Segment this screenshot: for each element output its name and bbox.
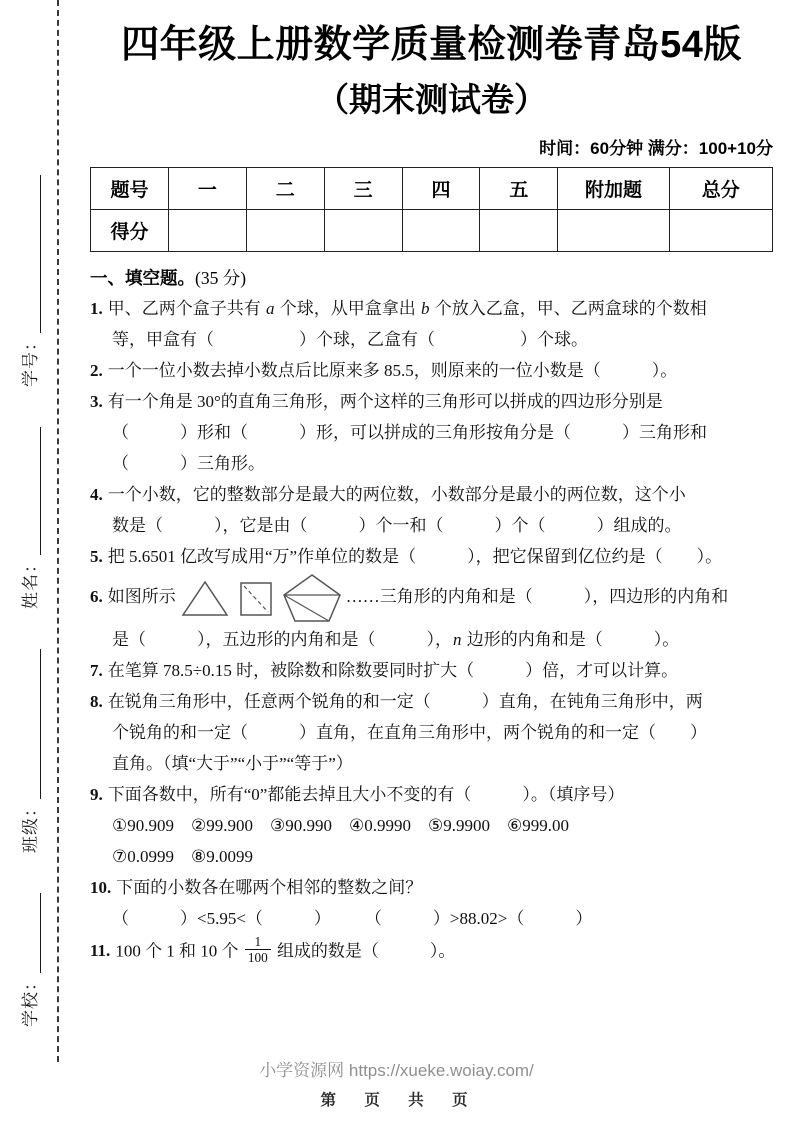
binding-dashed-line xyxy=(57,0,59,1062)
question-text: 把 5.6501 亿改写成用“万”作单位的数是（ ），把它保留到亿位约是（ ）。 xyxy=(107,546,723,566)
question-number: 7. xyxy=(90,660,103,680)
question-line xyxy=(90,355,773,386)
score-table xyxy=(90,167,773,252)
question-number: 3. xyxy=(90,391,103,411)
question-text: （ ）三角形。 xyxy=(112,453,265,473)
question-9 xyxy=(90,779,773,872)
student-info-fields xyxy=(6,0,50,1122)
name-field xyxy=(16,427,41,609)
time-score-meta: 时间：60分钟 满分：100+10分 xyxy=(539,138,773,158)
main-content xyxy=(90,24,773,966)
question-line xyxy=(90,686,773,717)
question-8 xyxy=(90,686,773,779)
question-text: 边形的内角和是（ ）。 xyxy=(462,629,680,649)
question-line xyxy=(112,903,773,934)
question-text: （ ）形和（ ）形，可以拼成的三角形按角分是（ ）三角形和 xyxy=(112,422,707,442)
question-number: 1. xyxy=(90,298,103,318)
paper-subtitle: （期末测试卷） xyxy=(316,80,547,118)
question-number: 8. xyxy=(90,691,103,711)
question-3 xyxy=(90,386,773,479)
section-heading xyxy=(90,265,773,290)
question-text: 组成的数是（ ）。 xyxy=(272,941,456,961)
header-section-3: 三 xyxy=(324,167,402,209)
question-11 xyxy=(90,934,773,966)
question-text: 有一个角是 30°的直角三角形，两个这样的三角形可以拼成的四边形分别是 xyxy=(107,391,663,411)
question-line xyxy=(112,417,773,448)
header-question-number: 题号 xyxy=(91,167,169,209)
fraction-denominator: 100 xyxy=(247,950,268,966)
school-label: 学校： xyxy=(20,973,40,1027)
name-label: 姓名： xyxy=(20,555,40,609)
question-number: 6. xyxy=(90,586,103,606)
fraction-numerator: 1 xyxy=(245,934,271,950)
question-text: 等，甲盒有（ ）个球，乙盒有（ ）个球。 xyxy=(112,329,588,349)
footer-site-link: 小学资源网 https://xueke.woiay.com/ xyxy=(259,1061,534,1080)
question-number: 2. xyxy=(90,360,103,380)
name-blank-line xyxy=(22,427,41,555)
question-number: 4. xyxy=(90,484,103,504)
class-field xyxy=(16,649,41,853)
question-number: 9. xyxy=(90,784,103,804)
question-number: 5. xyxy=(90,546,103,566)
question-text: ……三角形的内角和是（ ），四边形的内角和 xyxy=(345,586,729,606)
header-section-2: 二 xyxy=(246,167,324,209)
school-field xyxy=(16,893,41,1027)
question-line xyxy=(90,479,773,510)
question-text: 数是（ ），它是由（ ）个一和（ ）个（ ）组成的。 xyxy=(112,515,682,535)
question-number: 10. xyxy=(90,877,112,897)
variable-letter: n xyxy=(453,629,462,649)
question-text: 下面的小数各在哪两个相邻的整数之间？ xyxy=(116,877,423,897)
question-line xyxy=(112,510,773,541)
variable-letter: a xyxy=(266,298,275,318)
question-text: 个放入乙盒，甲、乙两盒球的个数相 xyxy=(430,298,707,318)
question-line xyxy=(112,448,773,479)
score-cell xyxy=(324,209,402,251)
student-number-blank-line xyxy=(22,175,41,333)
question-text: 下面各数中，所有“0”都能去掉且大小不变的有（ ）。（填序号） xyxy=(107,784,625,804)
score-table-score-row xyxy=(91,209,773,251)
header-bonus: 附加题 xyxy=(558,167,669,209)
score-cell xyxy=(246,209,324,251)
score-cell xyxy=(558,209,669,251)
student-info-sidebar xyxy=(6,0,50,1122)
header-total: 总分 xyxy=(669,167,772,209)
score-cell xyxy=(480,209,558,251)
score-cell xyxy=(402,209,480,251)
question-line xyxy=(90,541,773,572)
score-table-header-row xyxy=(91,167,773,209)
question-text: 在锐角三角形中，任意两个锐角的和一定（ ）直角，在钝角三角形中，两 xyxy=(107,691,703,711)
square-diagonal-icon xyxy=(237,577,275,619)
variable-letter: b xyxy=(421,298,430,318)
question-7 xyxy=(90,655,773,686)
question-5 xyxy=(90,541,773,572)
section-heading-label: 一、填空题。 xyxy=(90,267,195,288)
question-line xyxy=(112,624,773,655)
question-text: 在笔算 78.5÷0.15 时，被除数和除数要同时扩大（ ）倍，才可以计算。 xyxy=(107,660,679,680)
pentagon-icon xyxy=(281,572,343,624)
footer-page-indicator: 第 页 共 页 xyxy=(320,1092,473,1109)
question-text: 甲、乙两个盒子共有 xyxy=(107,298,265,318)
question-text: 直角。（填“大于”“小于”“等于”） xyxy=(112,753,353,773)
question-text: 个球，从甲盒拿出 xyxy=(275,298,420,318)
triangle-icon xyxy=(179,577,231,619)
question-text: 100 个 1 和 10 个 xyxy=(115,941,243,961)
student-number-label: 学号： xyxy=(20,333,40,387)
question-line xyxy=(112,841,773,872)
question-line xyxy=(112,810,773,841)
question-line xyxy=(112,324,773,355)
question-1 xyxy=(90,293,773,355)
score-cell xyxy=(669,209,772,251)
header-section-5: 五 xyxy=(480,167,558,209)
header-section-1: 一 xyxy=(168,167,246,209)
question-line xyxy=(90,872,773,903)
question-line xyxy=(112,717,773,748)
question-2 xyxy=(90,355,773,386)
question-6 xyxy=(90,572,773,655)
question-line xyxy=(112,748,773,779)
question-line xyxy=(90,293,773,324)
question-line xyxy=(90,933,773,966)
question-text: 一个一位小数去掉小数点后比原来多 85.5，则原来的一位小数是（ ）。 xyxy=(107,360,678,380)
class-label: 班级： xyxy=(20,799,40,853)
question-text: 是（ ），五边形的内角和是（ ）， xyxy=(112,629,452,649)
question-text: ①90.909 ②99.900 ③90.990 ④0.9990 ⑤9.9900 ⑥999.00 xyxy=(112,815,569,835)
question-line xyxy=(90,386,773,417)
question-list xyxy=(90,293,773,966)
question-line xyxy=(90,572,773,624)
score-cell xyxy=(168,209,246,251)
question-text: 一个小数，它的整数部分是最大的两位数，小数部分是最小的两位数，这个小 xyxy=(107,484,686,504)
school-blank-line xyxy=(22,893,41,973)
header-section-4: 四 xyxy=(402,167,480,209)
question-number: 11. xyxy=(90,941,111,961)
score-row-label: 得分 xyxy=(91,209,169,251)
question-line xyxy=(90,655,773,686)
question-text: 个锐角的和一定（ ）直角，在直角三角形中，两个锐角的和一定（ ） xyxy=(112,722,707,742)
question-line xyxy=(90,779,773,810)
class-blank-line xyxy=(22,649,41,799)
fraction xyxy=(245,934,271,966)
question-4 xyxy=(90,479,773,541)
section-points: (35 分) xyxy=(195,267,247,288)
paper-title: 四年级上册数学质量检测卷青岛54版 xyxy=(121,24,742,66)
question-text: （ ）<5.95<（ ） （ ）>88.02>（ ） xyxy=(112,908,593,928)
student-number-field xyxy=(16,175,41,387)
question-text: ⑦0.0999 ⑧9.0099 xyxy=(112,846,253,866)
question-10 xyxy=(90,872,773,934)
question-text: 如图所示 xyxy=(107,586,176,606)
